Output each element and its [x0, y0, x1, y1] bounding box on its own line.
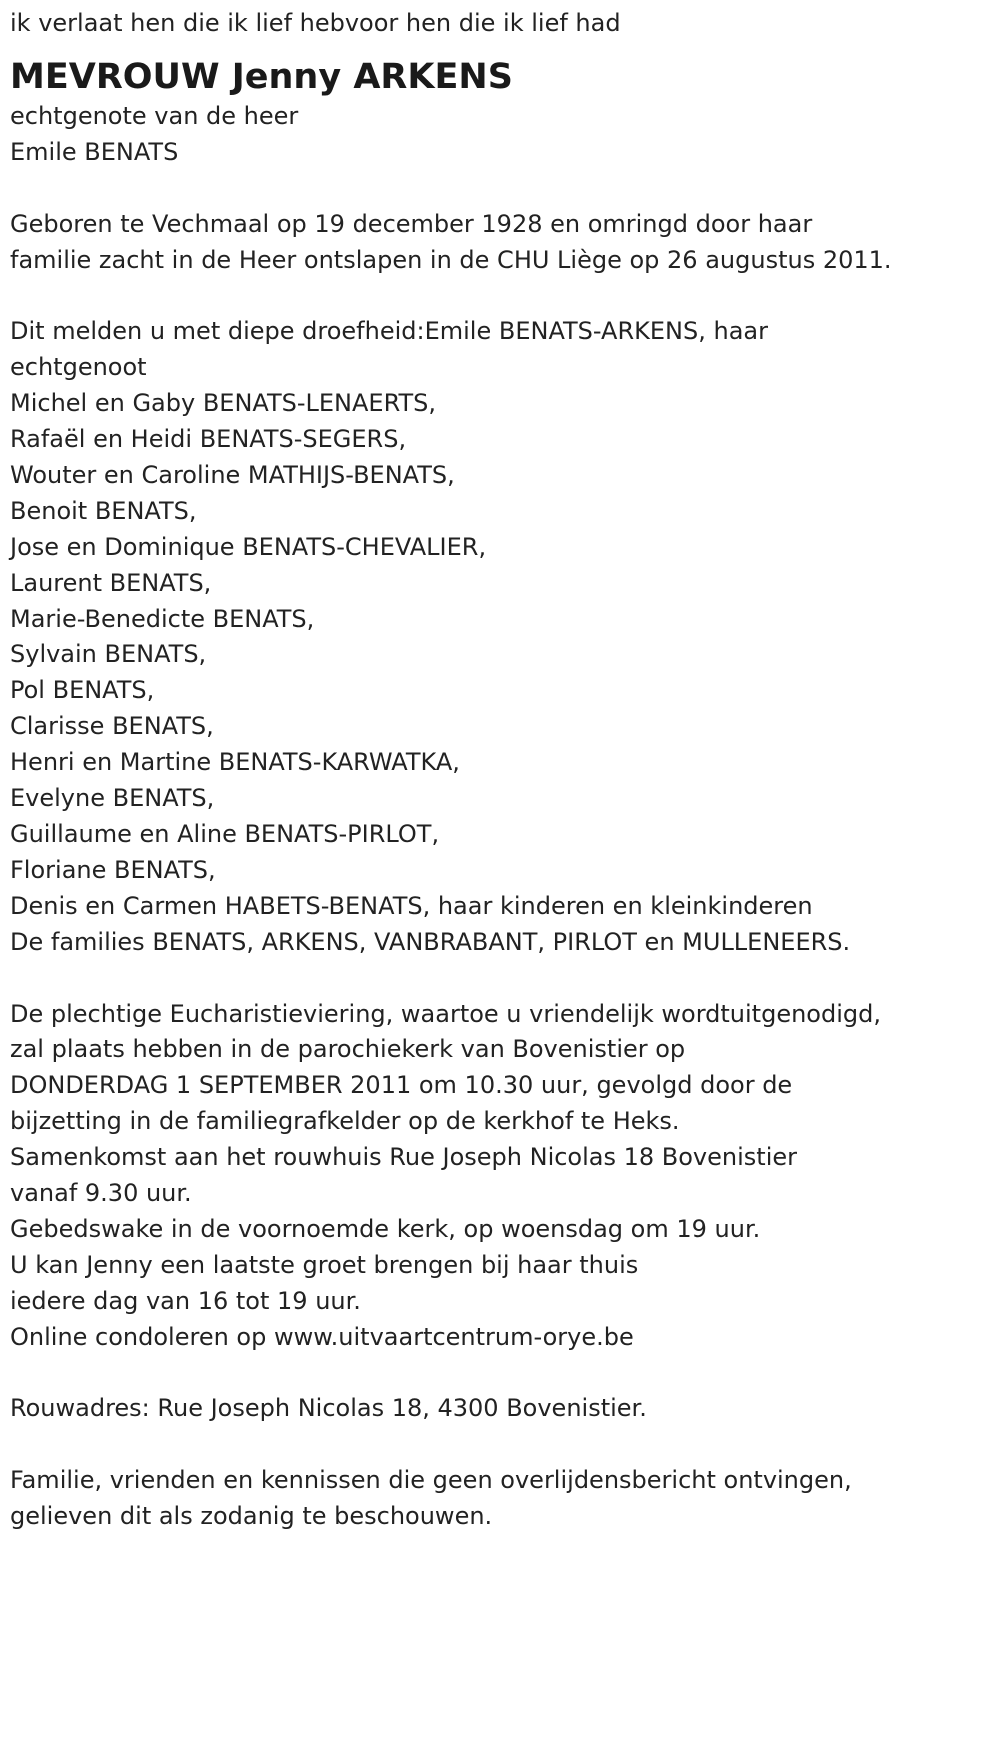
family-list	[10, 386, 995, 961]
text-line: Samenkomst aan het rouwhuis Rue Joseph Nicolas 18 Bovenistier	[10, 1143, 797, 1172]
motto-line: ik verlaat hen die ik lief hebvoor hen die ik lief had	[10, 9, 621, 37]
text-line: DONDERDAG 1 SEPTEMBER 2011 om 10.30 uur, gevolgd door de	[10, 1071, 793, 1100]
family-list-item: Benoit BENATS,	[10, 496, 197, 525]
text-line: familie zacht in de Heer ontslapen in de CHU Liège op 26 augustus 2011.	[10, 245, 892, 274]
family-list-item: Guillaume en Aline BENATS-PIRLOT,	[10, 820, 440, 848]
family-list-item: Evelyne BENATS,	[10, 784, 215, 813]
announcement-paragraph	[10, 314, 995, 960]
paragraph-gap	[10, 1427, 995, 1463]
text-line: bijzetting in de familiegrafkelder op de kerkhof te Heks.	[10, 1107, 680, 1136]
family-list-item: Sylvain BENATS,	[10, 640, 207, 669]
paragraph-gap	[10, 278, 995, 314]
paragraph-gap	[10, 961, 995, 997]
family-list-item: Pol BENATS,	[10, 676, 155, 705]
text-line: De plechtige Eucharistieviering, waartoe u vriendelijk wordtuitgenodigd,	[10, 999, 881, 1028]
family-list-item: Michel en Gaby BENATS-LENAERTS,	[10, 389, 437, 418]
spouse-section	[10, 99, 995, 171]
paragraph-gap	[10, 171, 995, 207]
family-list-item: Denis en Carmen HABETS-BENATS, haar kinderen en kleinkinderen	[10, 891, 813, 920]
paragraph-gap	[10, 1356, 995, 1392]
text-line: Familie, vrienden en kennissen die geen overlijdensbericht ontvingen,	[10, 1466, 852, 1495]
birth-death-paragraph	[10, 207, 995, 279]
family-list-item: Marie-Benedicte BENATS,	[10, 604, 315, 633]
deceased-name-heading: MEVROUW Jenny ARKENS	[10, 56, 513, 97]
mourning-address-line: Rouwadres: Rue Joseph Nicolas 18, 4300 Bovenistier.	[10, 1394, 647, 1423]
closing-paragraph	[10, 1463, 995, 1535]
text-line: vanaf 9.30 uur.	[10, 1179, 192, 1208]
text-line: gelieven dit als zodanig te beschouwen.	[10, 1502, 493, 1531]
family-list-item: Henri en Martine BENATS-KARWATKA,	[10, 748, 460, 777]
text-line: U kan Jenny een laatste groet brengen bij haar thuis	[10, 1250, 639, 1279]
text-line: iedere dag van 16 tot 19 uur.	[10, 1286, 361, 1315]
text-line: Geboren te Vechmaal op 19 december 1928 en omringd door haar	[10, 209, 813, 238]
family-list-item: Wouter en Caroline MATHIJS-BENATS,	[10, 460, 455, 489]
spouse-name-line: Emile BENATS	[10, 137, 179, 166]
condolence-website-line: Online condoleren op www.uitvaartcentrum-orye.be	[10, 1322, 634, 1351]
family-list-item: Clarisse BENATS,	[10, 712, 214, 741]
family-list-item: Laurent BENATS,	[10, 568, 212, 597]
family-list-item: De families BENATS, ARKENS, VANBRABANT, PIRLOT en MULLENEERS.	[10, 927, 851, 956]
family-list-item: Jose en Dominique BENATS-CHEVALIER,	[10, 532, 487, 561]
text-line: zal plaats hebben in de parochiekerk van Bovenistier op	[10, 1035, 686, 1064]
text-line: Gebedswake in de voornoemde kerk, op woensdag om 19 uur.	[10, 1214, 761, 1243]
family-list-item: Floriane BENATS,	[10, 855, 216, 884]
spouse-relation-line: echtgenote van de heer	[10, 101, 299, 130]
ceremony-paragraph	[10, 997, 995, 1356]
family-list-item: Rafaël en Heidi BENATS-SEGERS,	[10, 425, 407, 454]
obituary-notice	[10, 6, 995, 1535]
announcement-intro-line: echtgenoot	[10, 353, 147, 382]
announcement-intro-line: Dit melden u met diepe droefheid:Emile BENATS-ARKENS, haar	[10, 317, 768, 346]
